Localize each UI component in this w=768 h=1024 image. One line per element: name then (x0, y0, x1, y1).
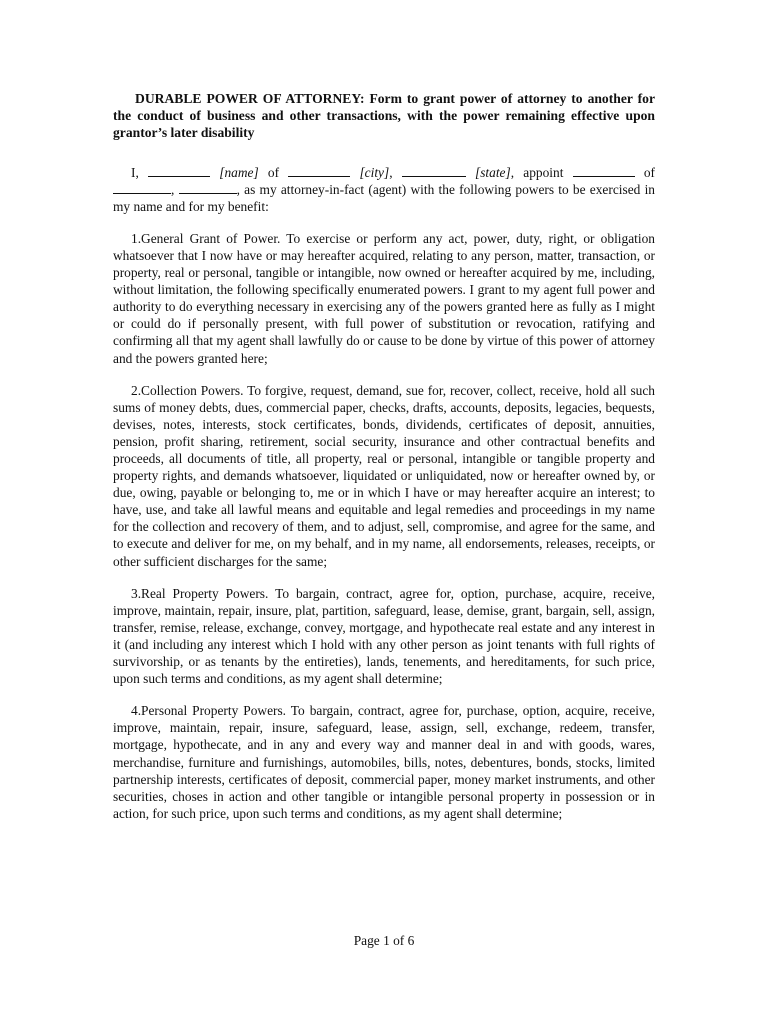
city-blank (288, 165, 350, 177)
page-number-footer: Page 1 of 6 (353, 933, 415, 948)
agent-city-blank (113, 182, 171, 194)
collection-powers-paragraph: 2.Collection Powers. To forgive, request, demand, sue for, recover, collect, receive, hold all such sums of money debts, dues, commercial paper, checks, drafts, accounts, deposits, legacies, bequests, devises, notes, interests, stock certificates, bonds, dividends, certificates of deposit, annuities, pension, profit sharing, retirement, social security, insurance and other contractual benefits and proceeds, all documents of title, all property, real or personal, intangible or tangible property and property rights, and demands whatsoever, liquidated or unliquidated, now or hereafter owned by, or due, owing, payable or belonging to, me or in which I have or may hereafter acquire an interest; to have, use, and take all lawful means and equitable and legal remedies and proceedings in my name for the collection and recovery of them, and to adjust, sell, compromise, and agree for the same, and to execute and deliver for me, on my behalf, and in my name, all endorsements, releases, receipts, or other sufficient discharges for the same; (113, 382, 655, 569)
intro-paragraph (113, 164, 655, 215)
document-page (113, 90, 655, 837)
intro-text-6: , (171, 181, 179, 197)
intro-text-2: of (258, 164, 289, 180)
document-title: DURABLE POWER OF ATTORNEY: Form to grant power of attorney to another for the conduct of business and other transactions, with the power remaining effective upon grantor’s later disability (113, 91, 655, 141)
intro-text-7: , as my attorney-in-fact (agent) with the following powers to be exercised in my name and for my benefit: (113, 181, 655, 214)
intro-text-3: , (389, 164, 402, 180)
state-placeholder: [state] (474, 164, 511, 180)
name-blank (148, 165, 210, 177)
intro-text-4: , appoint (510, 164, 573, 180)
general-grant-paragraph: 1.General Grant of Power. To exercise or perform any act, power, duty, right, or obligation whatsoever that I now have or may hereafter acquired, relating to any person, matter, transaction, or property, real or personal, tangible or intangible, now owned or hereafter acquired by me, including, without limitation, the following specifically enumerated powers. I grant to my agent full power and authority to do everything necessary in exercising any of the powers granted here as fully as I might or could do if personally present, with full power of substitution or revocation, ratifying and confirming all that my agent shall lawfully do or cause to be done by virtue of this power of attorney and the powers granted here; (113, 230, 655, 366)
intro-text-5: of (634, 164, 655, 180)
agent-name-blank (573, 165, 635, 177)
real-property-powers-paragraph: 3.Real Property Powers. To bargain, contract, agree for, option, purchase, acquire, receive, improve, maintain, repair, insure, plat, partition, safeguard, lease, demise, grant, bargain, sell, assign, transfer, remise, release, exchange, convey, mortgage, and hypothecate real estate and any interest in it (and including any interest which I hold with any other person as joint tenants with full rights of survivorship, or as tenants by the entireties), lands, tenements, and hereditaments, for such price, upon such terms and conditions, as my agent shall determine; (113, 585, 655, 687)
city-placeholder: [city] (359, 164, 390, 180)
agent-state-blank (179, 182, 237, 194)
name-placeholder: [name] (219, 164, 259, 180)
intro-text-1: I, (131, 164, 149, 180)
state-blank (402, 165, 466, 177)
personal-property-powers-paragraph: 4.Personal Property Powers. To bargain, contract, agree for, purchase, option, acquire, receive, improve, maintain, repair, insure, safeguard, lease, assign, sell, exchange, redeem, transfer, mortgage, hypothecate, and in any and every way and manner deal in and with goods, wares, merchandise, furniture and furnishings, automobiles, bills, notes, debentures, bonds, stocks, limited partnership interests, certificates of deposit, commercial paper, money market instruments, and other securities, choses in action and other tangible or intangible personal property in possession or in action, for such price, upon such terms and conditions, as my agent shall determine; (113, 703, 655, 821)
